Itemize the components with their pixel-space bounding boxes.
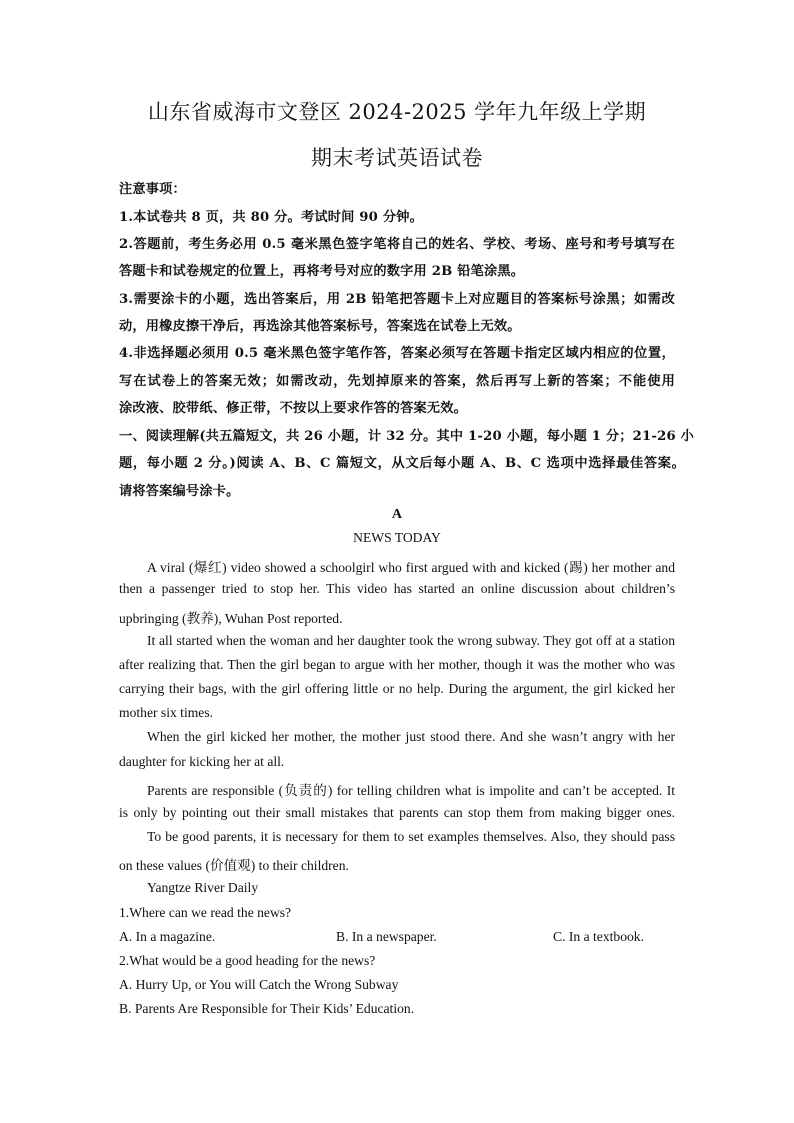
question-stem: 2.What would be a good heading for the news?	[119, 953, 376, 968]
passage-line: A viral (爆红) video showed a schoolgirl who first argued with and kicked (踢) her mother and	[147, 560, 675, 575]
notes-line: 1.本试卷共 8 页，共 80 分。考试时间 90 分钟。	[119, 210, 423, 225]
passage-heading: NEWS TODAY	[353, 530, 441, 545]
passage-line: then a passenger tried to stop her. This video has started an online discussion about children’s	[119, 581, 675, 596]
question-option: C. In a textbook.	[553, 929, 644, 944]
notes-line: 涂改液、胶带纸、修正带，不按以上要求作答的答案无效。	[119, 401, 468, 416]
question-option: A. Hurry Up, or You will Catch the Wrong Subway	[119, 977, 399, 992]
passage-line: daughter for kicking her at all.	[119, 754, 285, 769]
notes-heading: 注意事项：	[119, 182, 186, 197]
passage-source: Yangtze River Daily	[147, 880, 259, 895]
passage-line: mother six times.	[119, 705, 214, 720]
notes-line: 答题卡和试卷规定的位置上，再将考号对应的数字用 2B 铅笔涂黑。	[119, 264, 525, 279]
notes-line: 3.需要涂卡的小题，选出答案后，用 2B 铅笔把答题卡上对应题目的答案标号涂黑；如需改	[119, 292, 675, 307]
passage-line: is only by pointing out their small mistakes that parents can stop them from making bigger ones.	[119, 805, 675, 820]
question-option: B. In a newspaper.	[336, 929, 437, 944]
passage-line: on these values (价值观) to their children.	[119, 858, 349, 873]
notes-line: 2.答题前，考生务必用 0.5 毫米黑色签字笔将自己的姓名、学校、考场、座号和考号填写在	[119, 237, 675, 252]
notes-line: 4.非选择题必须用 0.5 毫米黑色签字笔作答，答案必须写在答题卡指定区域内相应的位置，	[119, 346, 675, 361]
page-title-line-2: 期末考试英语试卷	[311, 146, 483, 170]
passage-line: When the girl kicked her mother, the mother just stood there. And she wasn’t angry with her	[147, 729, 675, 744]
question-option: B. Parents Are Responsible for Their Kids’ Education.	[119, 1001, 415, 1016]
passage-line: To be good parents, it is necessary for them to set examples themselves. Also, they should pass	[147, 829, 675, 844]
question-stem: 1.Where can we read the news?	[119, 905, 292, 920]
passage-line: Parents are responsible (负责的) for telling children what is impolite and can’t be accepted. It	[147, 783, 675, 798]
notes-line: 动，用橡皮擦干净后，再选涂其他答案标号，答案选在试卷上无效。	[119, 319, 521, 334]
question-option: A. In a magazine.	[119, 929, 216, 944]
passage-line: upbringing (教养), Wuhan Post reported.	[119, 611, 343, 626]
notes-line: 写在试卷上的答案无效；如需改动，先划掉原来的答案，然后再写上新的答案；不能使用	[119, 374, 675, 389]
passage-line: carrying their bags, with the girl offering little or no help. During the argument, the girl kicked her	[119, 681, 675, 696]
section-instruction: 一、阅读理解(共五篇短文，共 26 小题，计 32 分。其中 1-20 小题，每小题 1 分；21-26 小	[119, 429, 695, 444]
page-title-line-1: 山东省威海市文登区 2024-2025 学年九年级上学期	[147, 100, 647, 124]
section-instruction: 题，每小题 2 分。)阅读 A、B、C 篇短文，从文后每小题 A、B、C 选项中选择最佳答案。	[119, 456, 685, 471]
section-instruction: 请将答案编号涂卡。	[119, 484, 240, 499]
passage-line: It all started when the woman and her daughter took the wrong subway. They got off at a station	[147, 633, 675, 648]
passage-label: A	[391, 507, 403, 522]
passage-line: after realizing that. Then the girl began to argue with her mother, though it was the mother who was	[119, 657, 675, 672]
